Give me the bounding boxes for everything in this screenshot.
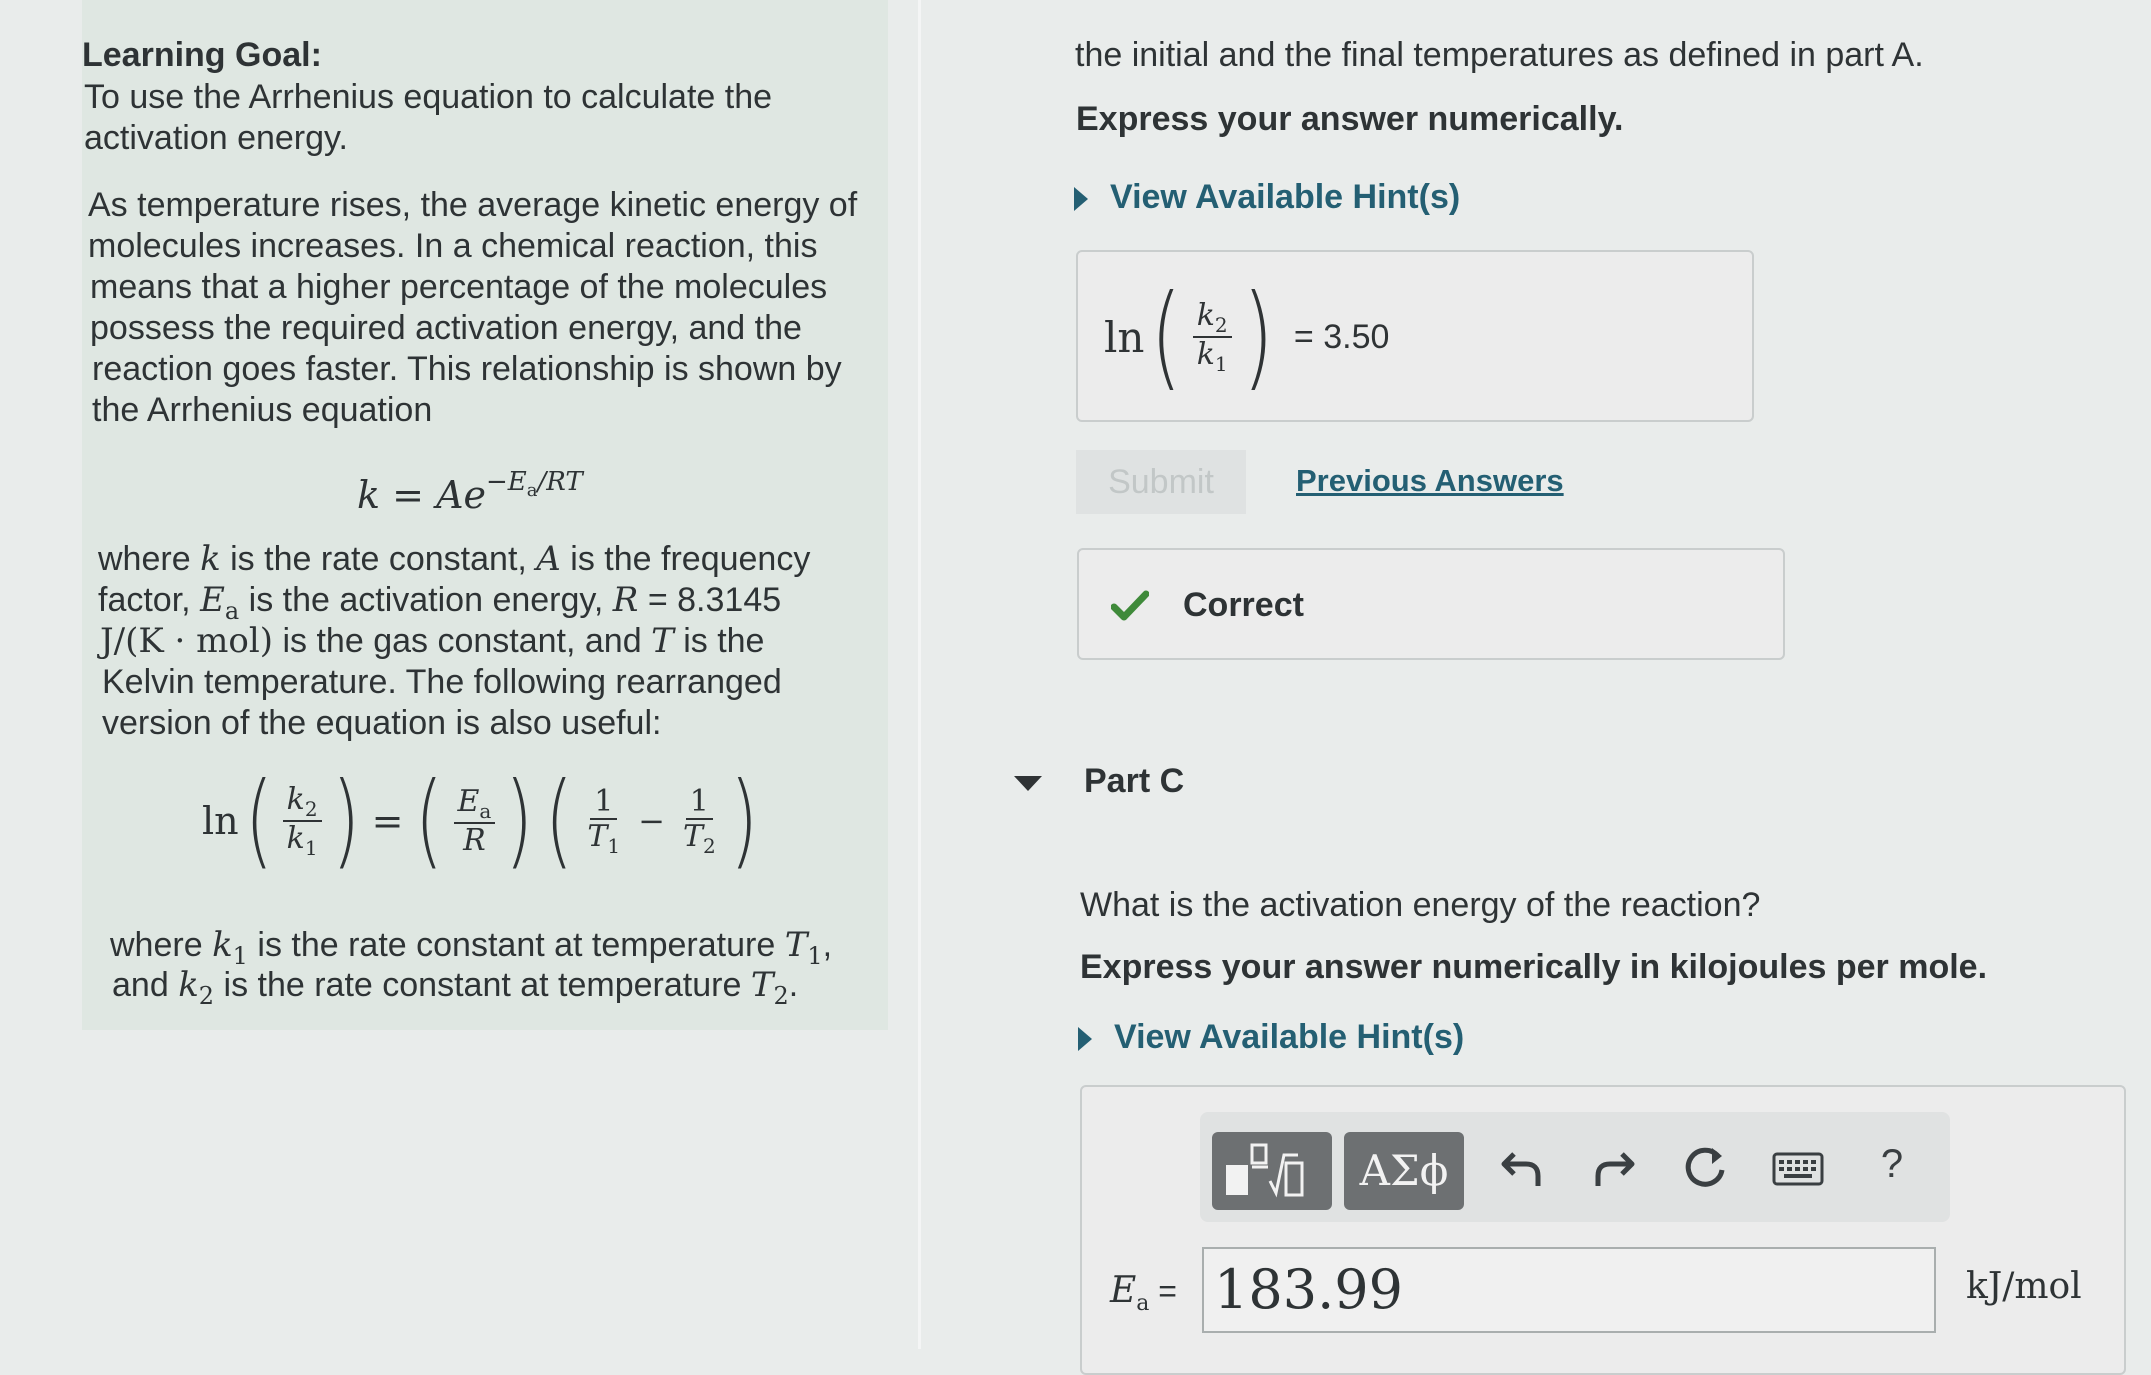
part-c-question: What is the activation energy of the reaction?: [1080, 886, 1761, 924]
where-line-2: factor, $E_a$ is the activation energy, R = 8.3145: [98, 580, 782, 625]
unit-label: kJ/mol: [1966, 1266, 2082, 1307]
redo-icon[interactable]: [1592, 1146, 1636, 1190]
part-b-question-tail: the initial and the final temperatures as defined in part A.: [1075, 36, 1924, 74]
expand-arrow-icon: [1074, 187, 1088, 211]
rearranged-arrhenius-equation: ln ( $\frac{k_2}{k_1}$ ) = ( $\frac{E_a}{R}$ ) ( $\frac{1}{T_1}$ − $\frac{1}{T_2}$ ): [202, 761, 758, 880]
intro-line-6: the Arrhenius equation: [92, 391, 433, 429]
part-c-hints-link[interactable]: View Available Hint(s): [1078, 1018, 1464, 1057]
part-c-collapse-toggle-icon[interactable]: [1014, 776, 1042, 791]
where-line-4: Kelvin temperature. The following rearranged: [102, 663, 782, 701]
part-c-title[interactable]: Part C: [1084, 762, 1185, 800]
previous-answers-link[interactable]: Previous Answers: [1296, 463, 1564, 498]
learning-goal-panel: [82, 0, 888, 1030]
where-line-5: version of the equation is also useful:: [102, 704, 662, 742]
help-button[interactable]: ?: [1880, 1142, 1904, 1186]
math-toolbar: [1200, 1112, 1950, 1222]
intro-line-3: means that a higher percentage of the molecules: [90, 268, 828, 306]
part-b-instruction: Express your answer numerically.: [1076, 100, 1624, 138]
feedback-label: Correct: [1183, 586, 1304, 624]
goal-title: Learning Goal:: [82, 36, 322, 74]
intro-line-2: molecules increases. In a chemical reaction, this: [88, 227, 818, 265]
intro-line-5: reaction goes faster. This relationship is shown by: [92, 350, 842, 388]
keyboard-icon[interactable]: [1772, 1152, 1824, 1186]
reset-icon[interactable]: [1682, 1144, 1730, 1192]
where2-line-2: and $k_2$ is the rate constant at temperature $T_2$.: [112, 965, 799, 1010]
templates-button[interactable]: [1212, 1132, 1332, 1210]
correct-feedback-box: [1077, 548, 1785, 660]
part-b-hints-link[interactable]: View Available Hint(s): [1074, 178, 1460, 217]
part-b-answer-expression: ln ( $\frac{k_2}{k_1}$ ) = 3.50: [1104, 270, 1390, 403]
part-b-answer-value: = 3.50: [1293, 317, 1390, 356]
intro-line-4: possess the required activation energy, and the: [90, 309, 802, 347]
where-line-3: J/(K · mol) is the gas constant, and T is the: [100, 621, 765, 661]
column-divider: [918, 0, 921, 1349]
intro-line-1: As temperature rises, the average kinetic energy of: [88, 186, 858, 224]
expand-arrow-icon: [1078, 1027, 1092, 1051]
fraction-root-template-icon: [1222, 1141, 1322, 1201]
where-line-1: where k is the rate constant, A is the frequency: [98, 539, 811, 579]
symbols-button[interactable]: ΑΣϕ: [1344, 1132, 1464, 1210]
ea-answer-input[interactable]: 183.99: [1202, 1247, 1936, 1333]
arrhenius-equation: $k = Ae^{-E_a/RT}$: [357, 467, 583, 517]
part-b-answer-box: [1076, 250, 1754, 422]
part-c-instruction: Express your answer numerically in kilojoules per mole.: [1080, 948, 1988, 986]
undo-icon[interactable]: [1500, 1146, 1544, 1190]
checkmark-icon: [1111, 590, 1149, 622]
where2-line-1: where $k_1$ is the rate constant at temperature $T_1$,: [110, 925, 833, 970]
goal-text-line-1: To use the Arrhenius equation to calculate the: [84, 78, 773, 116]
ea-input-label: $E_a$ =: [1110, 1270, 1177, 1317]
goal-text-line-2: activation energy.: [84, 119, 348, 157]
submit-button[interactable]: Submit: [1076, 450, 1246, 514]
